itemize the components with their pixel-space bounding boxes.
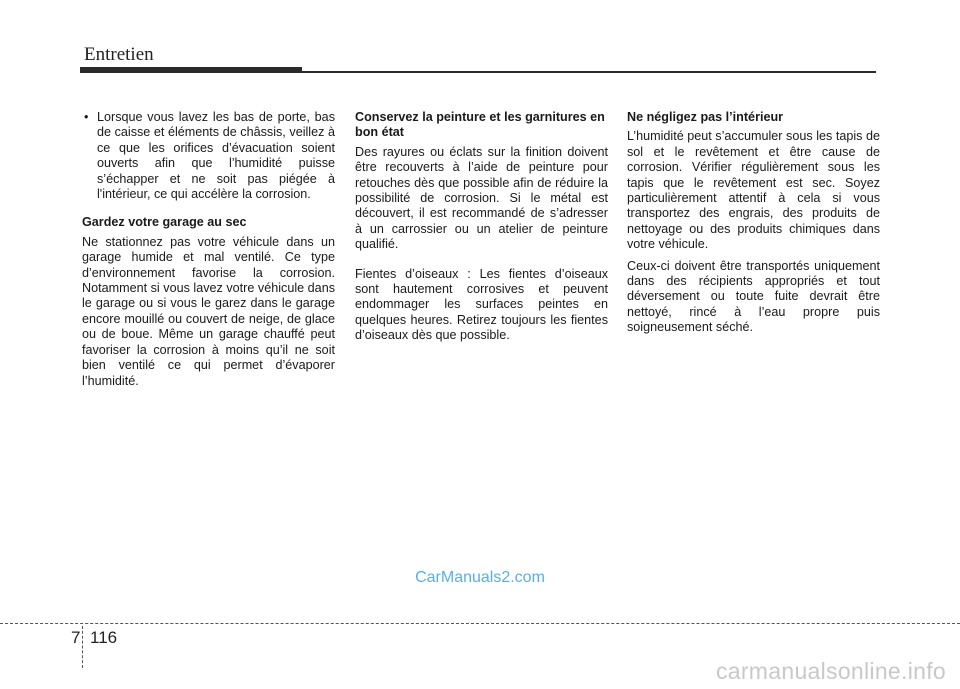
bullet-dot-icon: • (84, 110, 89, 124)
watermark-link[interactable]: CarManuals2.com (415, 569, 545, 586)
section-heading-paint: Conservez la peinture et les garnitures en bon état (355, 110, 605, 140)
bullet-text: Lorsque vous lavez les bas de porte, bas de caisse et éléments de châssis, veillez à ce que les orifices d’évacuation soient ouverts afin que l’humidité puisse s’échapper et ne soit pas piégée à l'intérieur, ce qui accélère la corrosion. (97, 110, 335, 202)
section-heading-garage: Gardez votre garage au sec (82, 215, 247, 230)
paragraph-garage: Ne stationnez pas votre véhicule dans un garage humide et mal ventilé. Ce type d’environnement favorise la corrosion. Notamment si vous lavez votre véhicule dans le garage ou si vous le garez dans le garage encore mouillé ou couvert de neige, de glace ou de boue. Même un garage chauffé peut favoriser la corrosion à moins qu’il ne soit bien ventilé ce qui permet d’évaporer l’humidité. (82, 234, 335, 388)
page-number: 116 (90, 628, 118, 647)
watermark-bottom: carmanualsonline.info (715, 658, 946, 684)
chapter-number: 7 (71, 628, 81, 647)
paragraph-interior: L’humidité peut s’accumuler sous les tapis de sol et le revêtement et être cause de corrosion. Vérifier régulièrement sous les tapis que le revêtement est sec. Soyez particulièrement attentif à cela si vous transportez des engrais, des produits de nettoyage ou des produits chimiques dans votre véhicule. (627, 129, 880, 252)
page-number-divider (82, 626, 83, 668)
footer-divider (0, 623, 960, 624)
column-left (82, 110, 335, 395)
paragraph-containers: Ceux-ci doivent être transportés uniquement dans des récipients appropriés et tout déversement ou toute fuite devrait être nettoyé, rincé à l’eau propre puis soigneusement séché. (627, 258, 880, 335)
section-heading-interior: Ne négligez pas l’intérieur (627, 110, 784, 124)
paragraph-paint: Des rayures ou éclats sur la finition doivent être recouverts à l’aide de peinture pour retouches dès que possible afin de réduire la possibilité de corrosion. Si le métal est découvert, il est recommandé de s’adresser à un carrossier ou un atelier de peinture qualifié. (355, 144, 608, 252)
column-right (627, 110, 880, 342)
column-middle (355, 110, 608, 350)
page-header-title: Entretien (84, 44, 154, 65)
header-rule-thick (80, 67, 302, 73)
bullet-item (82, 110, 335, 202)
paragraph-bird-droppings: Fientes d’oiseaux : Les fientes d’oiseaux sont hautement corrosives et peuvent endommager les surfaces peintes en quelques heures. Retirez toujours les fientes d’oiseaux dès que possible. (355, 266, 608, 343)
header-rule-thin (302, 71, 876, 73)
